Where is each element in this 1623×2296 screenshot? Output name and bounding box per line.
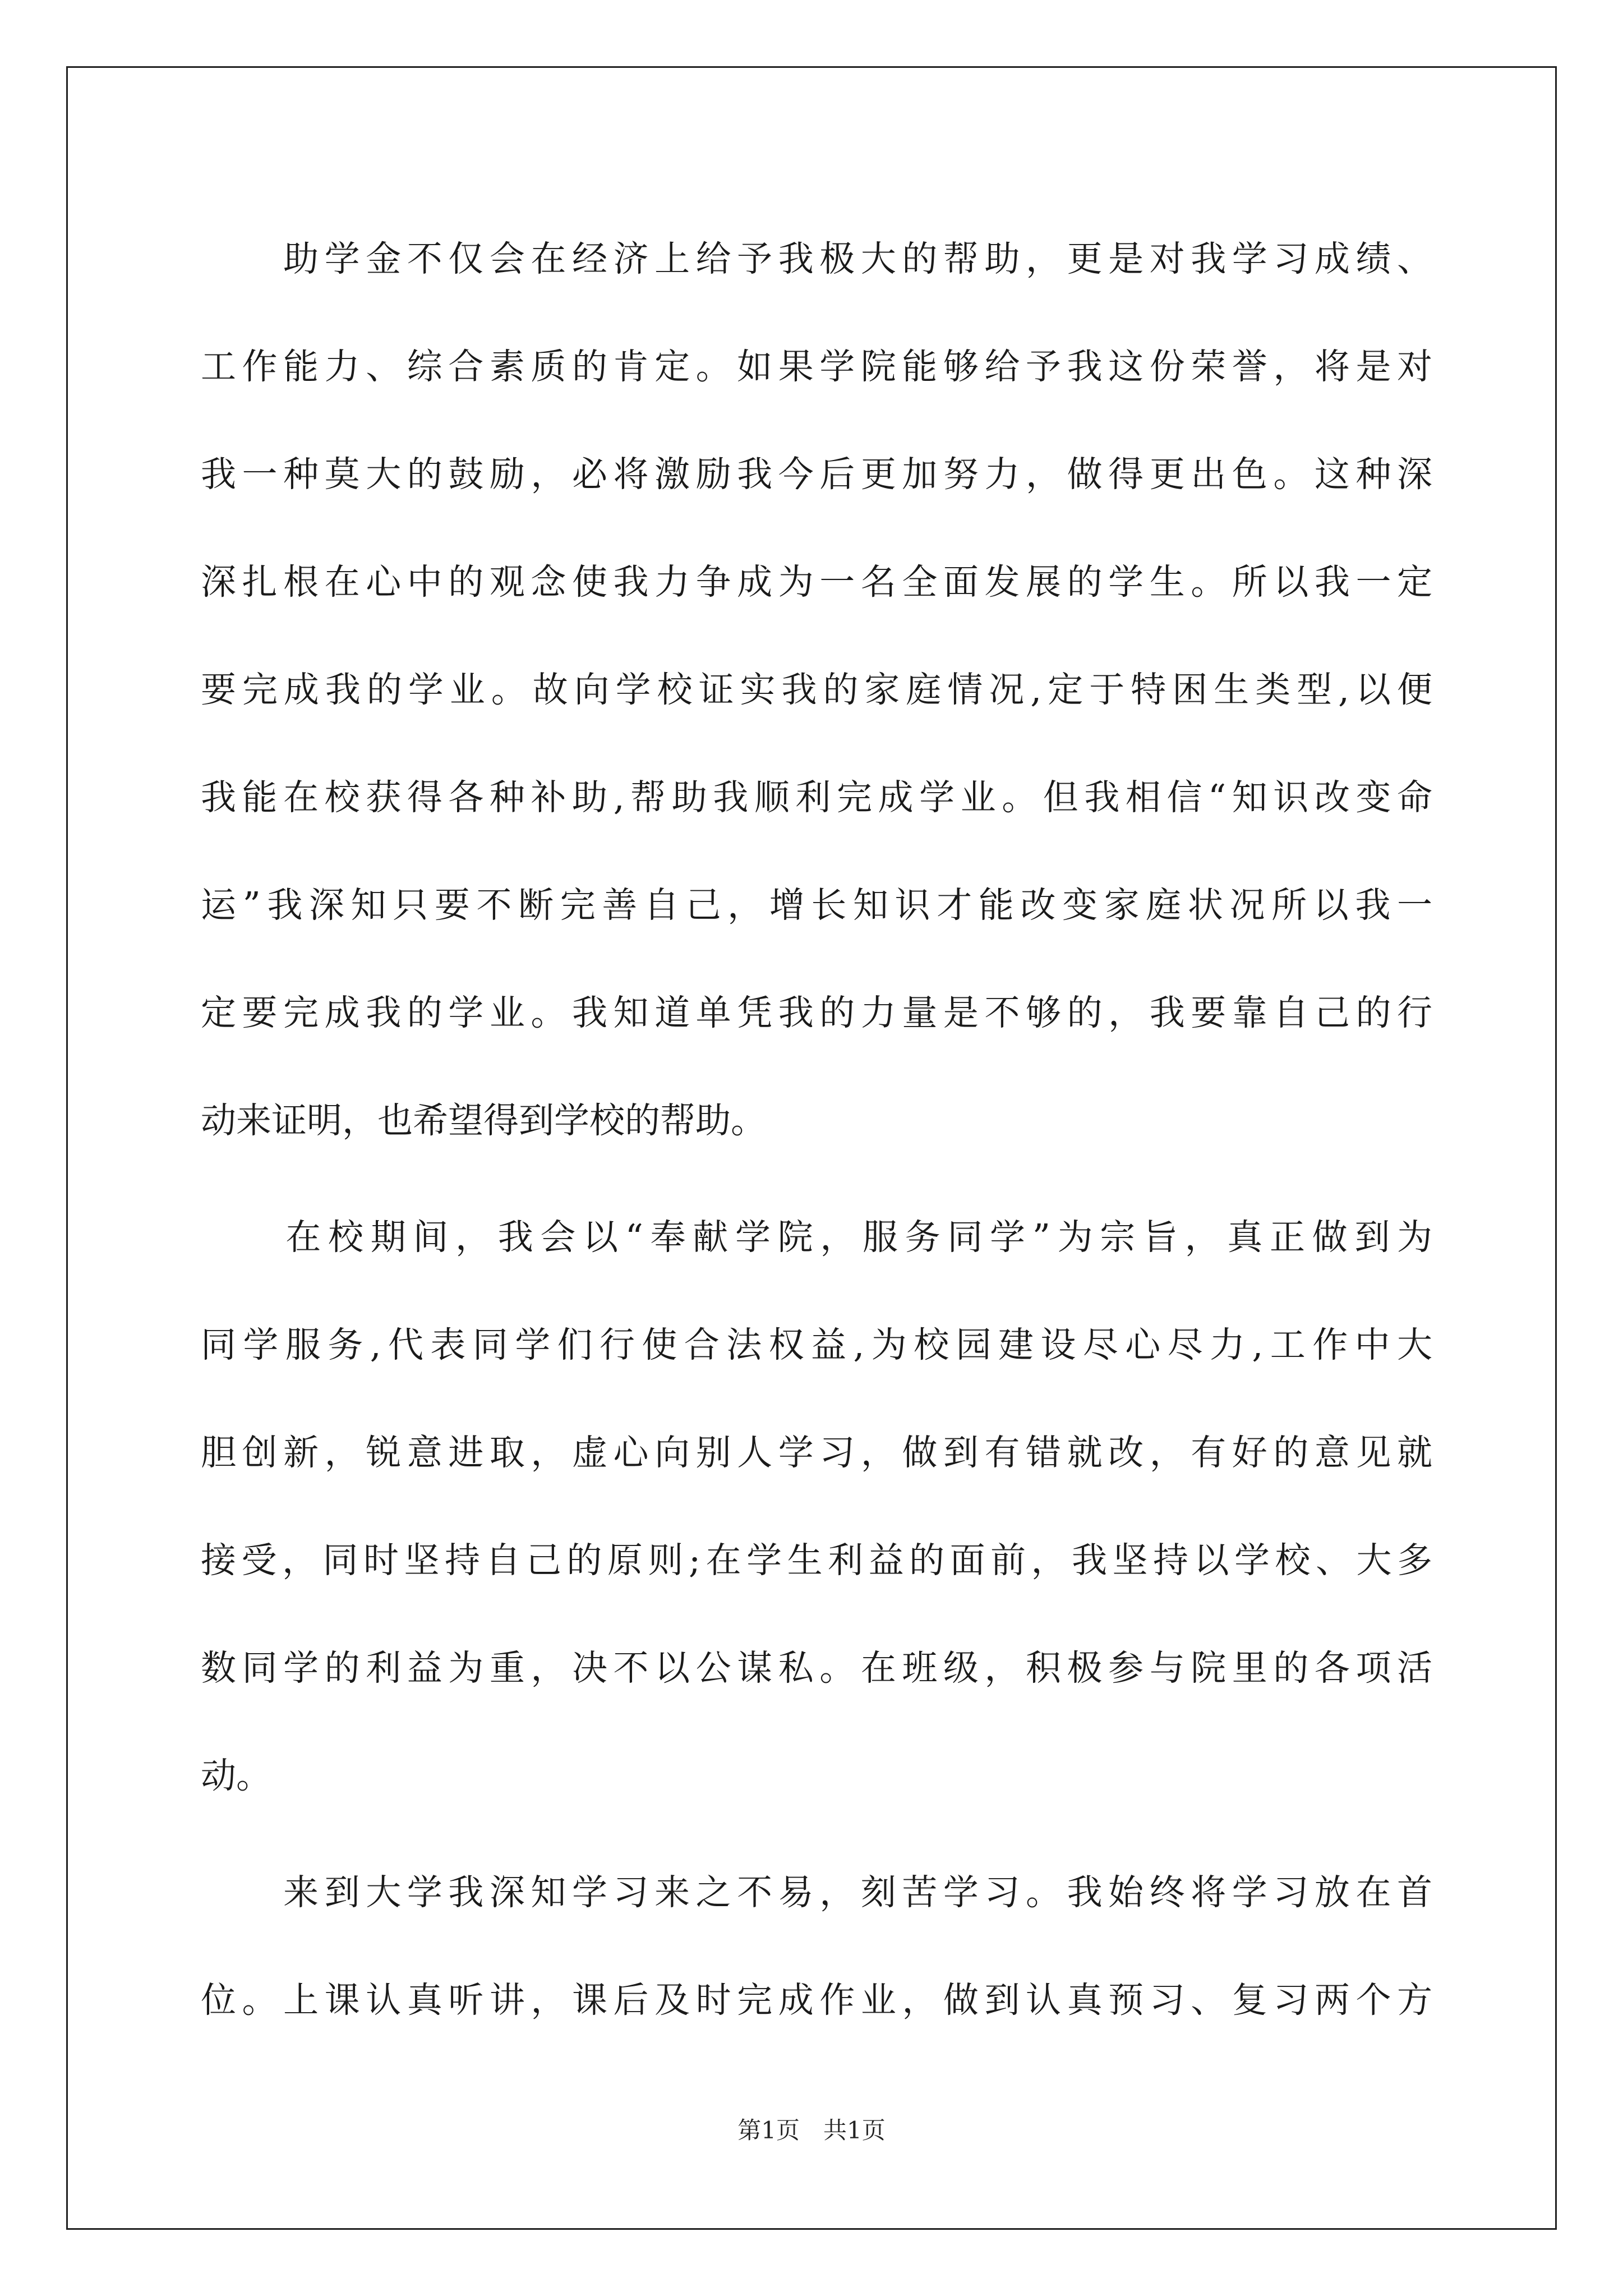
text-line: 数同学的利益为重，决不以公谋私。在班级，积极参与院里的各项活 [201, 1648, 1432, 1688]
text-line: 动来证明，也希望得到学校的帮助。 [201, 1100, 766, 1141]
paragraph-gap [201, 1830, 1432, 1839]
text-line: 动。 [201, 1755, 271, 1796]
text-line: 胆创新，锐意进取，虚心向别人学习，做到有错就改，有好的意见就 [201, 1432, 1432, 1473]
text-line: 同学服务,代表同学们行使合法权益,为校园建设尽心尽力,工作中大 [201, 1324, 1432, 1365]
text-line: 深扎根在心中的观念使我力争成为一名全面发展的学生。所以我一定 [201, 562, 1432, 602]
text-line: 我能在校获得各种补助,帮助我顺利完成学业。但我相信“知识改变命 [201, 777, 1432, 818]
text-line: 位。上课认真听讲，课后及时完成作业，做到认真预习、复习两个方 [201, 1980, 1432, 2021]
page-footer: 第1页 共1页 [737, 2116, 886, 2144]
text-line: 我一种莫大的鼓励，必将激励我今后更加努力，做得更出色。这种深 [201, 454, 1432, 495]
text-line: 要完成我的学业。故向学校证实我的家庭情况,定于特困生类型,以便 [201, 669, 1432, 710]
text-line: 在校期间，我会以“奉献学院，服务同学”为宗旨，真正做到为 [201, 1217, 1432, 1258]
text-line: 接受，同时坚持自己的原则;在学生利益的面前，我坚持以学校、大多 [201, 1540, 1432, 1581]
text-line: 助学金不仅会在经济上给予我极大的帮助，更是对我学习成绩、 [201, 238, 1432, 279]
text-line: 运”我深知只要不断完善自己，增长知识才能改变家庭状况所以我一 [201, 885, 1432, 926]
paragraph-gap [201, 1175, 1432, 1184]
text-line: 来到大学我深知学习来之不易，刻苦学习。我始终将学习放在首 [201, 1872, 1432, 1913]
text-line: 工作能力、综合素质的肯定。如果学院能够给予我这份荣誉，将是对 [201, 346, 1432, 387]
document-body [201, 205, 1432, 2054]
text-line: 定要完成我的学业。我知道单凭我的力量是不够的，我要靠自己的行 [201, 992, 1432, 1033]
